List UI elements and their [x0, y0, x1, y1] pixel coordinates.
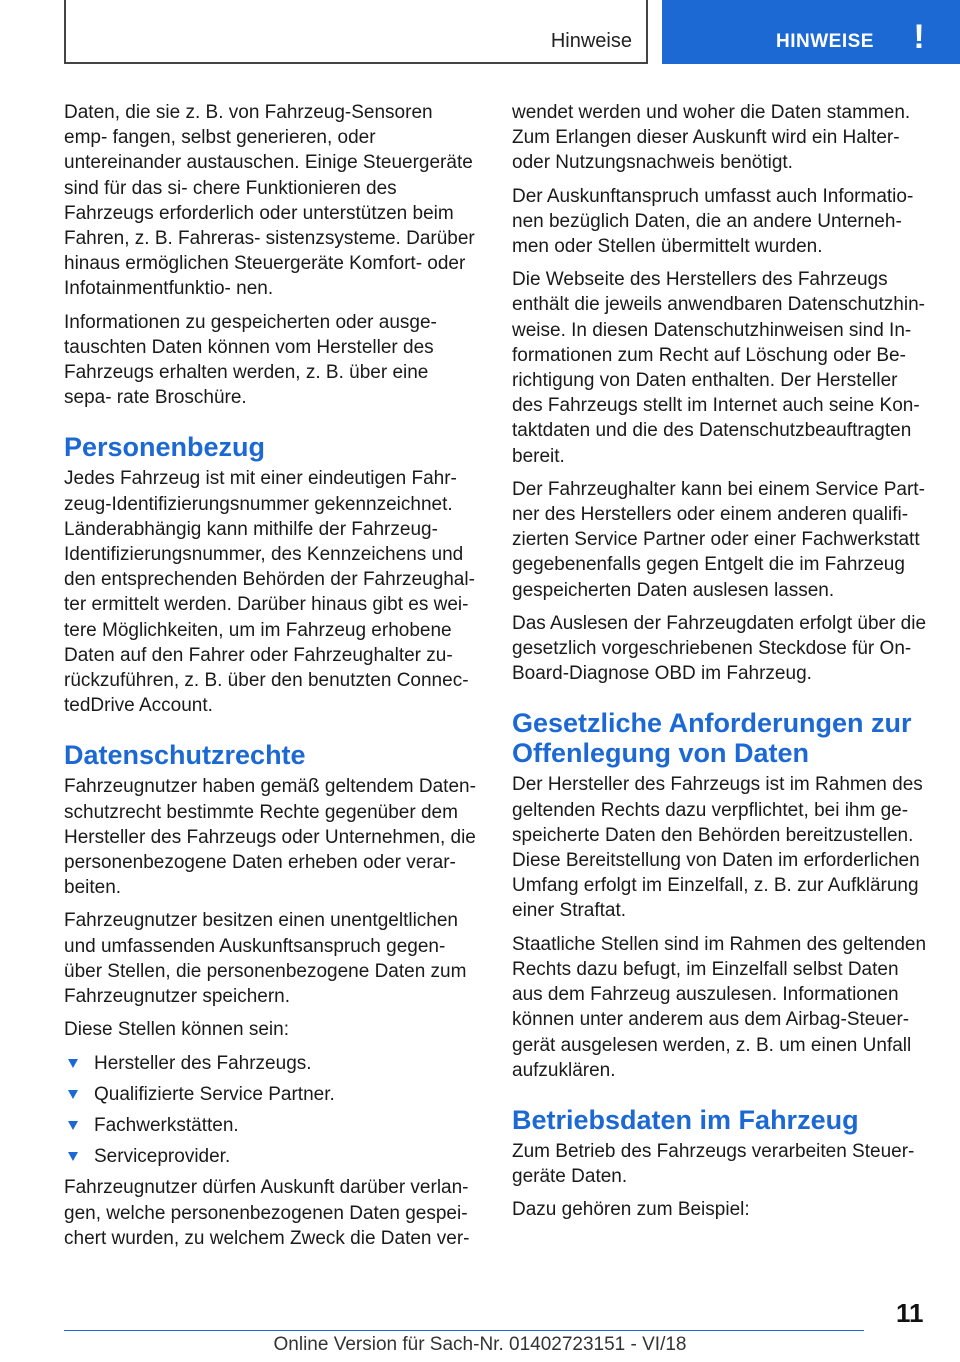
list-item — [64, 1144, 480, 1169]
section-title: Hinweise — [550, 30, 632, 52]
warning-icon: ! — [913, 18, 925, 56]
list-item-text: Serviceprovider. — [94, 1146, 231, 1168]
list-item-text: Hersteller des Fahrzeugs. — [94, 1052, 312, 1074]
chapter-label: HINWEISE — [776, 31, 874, 52]
paragraph: Daten, die sie z. B. von Fahrzeug-Sensoren emp- fangen, selbst generieren, oder untereinander austauschen. Einige Steuergeräte sind für das si- chere Funktionieren des Fahrzeugs erforderlich oder unterstützen beim Fahren, z. B. Fahreras- sistenzsysteme. Darüber hinaus ermöglichen Steuergeräte Komfort- oder Infotainmentfunktio- nen. — [64, 102, 475, 300]
paragraph: Jedes Fahrzeug ist mit einer eindeutigen Fahr- zeug-Identifizierungsnummer gekennzeichnet. Länderabhängig kann mithilfe der Fahrzeug- Identifizierungsnummer, des Kennzeichens und den entsprechenden Behörden der Fahrzeughal- ter ermittelt werden. Darüber hinaus gibt es wei- tere Möglichkeiten, um im Fahrzeug erhobene Daten auf den Fahrer oder Fahrzeughalter zu- rückzuführen, z. B. über den benutzten Connec- tedDrive Account. — [64, 468, 475, 717]
paragraph: Das Auslesen der Fahrzeugdaten erfolgt über die gesetzlich vorgeschriebenen Steckdose für On- Board-Diagnose OBD im Fahrzeug. — [512, 612, 927, 685]
paragraph: Fahrzeugnutzer haben gemäß geltendem Daten- schutzrecht bestimmte Rechte gegenüber dem Hersteller des Fahrzeugs oder Unternehmen, die personenbezogene Daten erheben oder verar- beiten. — [64, 776, 476, 899]
right-column — [512, 100, 932, 1231]
list-item — [64, 1082, 480, 1107]
paragraph: Fahrzeugnutzer besitzen einen unentgeltlichen und umfassenden Auskunftsanspruch gegen- über Stellen, die personenbezogene Daten zum Fahrzeugnutzer speichern. — [64, 910, 467, 1008]
paragraph: Die Webseite des Herstellers des Fahrzeugs enthält die jeweils anwendbaren Datenschutzhin- weise. In diesen Datenschutzhinweisen sind In- formationen zum Recht auf Löschung oder Be- richtigung von Daten enthalten. Der Hersteller des Fahrzeugs stellt im Internet auch seine Kon- taktdaten und die des Datenschutzbeauftragten bereit. — [512, 269, 925, 467]
heading-gesetzliche-anforderungen: Gesetzliche Anforderungen zur Offenlegung von Daten — [512, 708, 912, 769]
paragraph: Dazu gehören zum Beispiel: — [512, 1199, 750, 1221]
paragraph: Zum Betrieb des Fahrzeugs verarbeiten Steuer- geräte Daten. — [512, 1140, 915, 1188]
paragraph: Staatliche Stellen sind im Rahmen des geltenden Rechts dazu befugt, im Einzelfall selbst Daten aus dem Fahrzeug auszulesen. Informationen können unter anderem aus dem Airbag-Steuer- gerät ausgelesen werden, z. B. um einen Unfall aufzuklären. — [512, 933, 927, 1081]
list-item — [64, 1051, 480, 1076]
triangle-bullet-icon — [68, 1059, 78, 1068]
list-item-text: Fachwerkstätten. — [94, 1114, 239, 1136]
heading-betriebsdaten: Betriebsdaten im Fahrzeug — [512, 1104, 859, 1135]
paragraph: Der Hersteller des Fahrzeugs ist im Rahmen des geltenden Rechts dazu verpflichtet, bei ihm ge- speicherte Daten den Behörden bereitzustellen. Diese Bereitstellung von Daten im erforderlichen Umfang erfolgt im Einzelfall, z. B. zur Aufklärung einer Straftat. — [512, 774, 923, 922]
page-number: 11 — [896, 1298, 924, 1328]
footer-text: Online Version für Sach-Nr. 01402723151 - VI/18 — [273, 1334, 687, 1355]
list-item-text: Qualifizierte Service Partner. — [94, 1083, 335, 1105]
chapter-tab — [662, 0, 960, 64]
triangle-bullet-icon — [68, 1090, 78, 1099]
triangle-bullet-icon — [68, 1121, 78, 1130]
paragraph: Der Auskunftanspruch umfasst auch Informatio- nen bezüglich Daten, die an andere Unterneh- men oder Stellen übermittelt wurden. — [512, 185, 914, 258]
paragraph: Informationen zu gespeicherten oder ausge- tauschten Daten können vom Hersteller des Fahrzeugs erhalten werden, z. B. über eine sepa- rate Broschüre. — [64, 311, 437, 409]
paragraph: Fahrzeugnutzer dürfen Auskunft darüber verlan- gen, welche personenbezogenen Daten gespei- chert wurden, zu welchem Zweck die Daten ver- — [64, 1177, 470, 1249]
triangle-bullet-icon — [68, 1152, 78, 1161]
paragraph: Der Fahrzeughalter kann bei einem Service Part- ner des Herstellers oder einem anderen qualifi- zierten Service Partner oder einer Fachwerkstatt gegebenenfalls gegen Entgelt die im Fahrzeug gespeicherten Daten auslesen lassen. — [512, 478, 925, 601]
bullet-list — [64, 1051, 480, 1170]
footer-divider — [64, 1330, 864, 1331]
list-item — [64, 1113, 480, 1138]
left-column — [64, 100, 480, 1259]
paragraph: Diese Stellen können sein: — [64, 1019, 289, 1041]
heading-datenschutzrechte: Datenschutzrechte — [64, 740, 306, 771]
heading-personenbezug: Personenbezug — [64, 432, 266, 463]
header-section-box — [64, 0, 648, 64]
paragraph: wendet werden und woher die Daten stammen. Zum Erlangen dieser Auskunft wird ein Halter- oder Nutzungsnachweis benötigt. — [512, 102, 911, 174]
